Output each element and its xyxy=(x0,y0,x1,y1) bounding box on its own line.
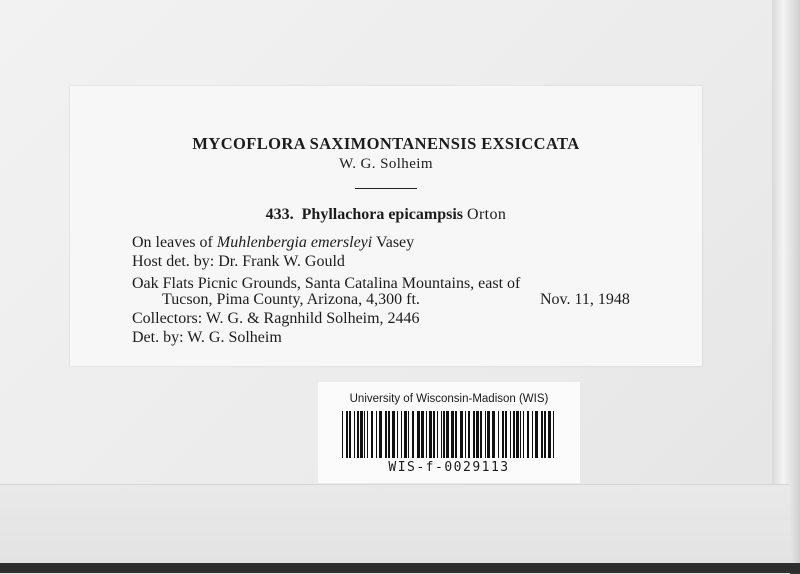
locality-line-2: Tucson, Pima County, Arizona, 4,300 ft. xyxy=(162,291,420,308)
host-prefix: On leaves of xyxy=(132,234,213,251)
species-name: Phyllachora epicampsis xyxy=(301,206,463,223)
host-det-line: Host det. by: Dr. Frank W. Gould xyxy=(132,253,345,270)
barcode-institution: University of Wisconsin-Madison (WIS) xyxy=(349,393,549,405)
species-author: Orton xyxy=(467,206,507,223)
det-by-line: Det. by: W. G. Solheim xyxy=(132,329,282,346)
title-divider xyxy=(355,188,417,189)
barcode-image xyxy=(342,411,556,458)
species-line xyxy=(70,206,702,224)
host-author: Vasey xyxy=(375,234,415,251)
folder-strip xyxy=(0,484,790,574)
collectors-line: Collectors: W. G. & Ragnhild Solheim, 2446 xyxy=(132,310,420,327)
locality-line-1: Oak Flats Picnic Grounds, Santa Catalina Mountains, east of xyxy=(132,275,521,292)
host-line xyxy=(132,234,414,252)
host-name: Muhlenbergia emersleyi xyxy=(216,234,373,251)
barcode-label xyxy=(318,382,580,483)
label-editor: W. G. Solheim xyxy=(339,156,433,172)
exsiccata-number: 433. xyxy=(265,206,294,223)
label-title: MYCOFLORA SAXIMONTANENSIS EXSICCATA xyxy=(192,134,580,153)
specimen-label xyxy=(70,86,702,366)
barcode-number: WIS-f-0029113 xyxy=(388,460,510,475)
background-shadow xyxy=(0,563,800,573)
collection-date: Nov. 11, 1948 xyxy=(540,291,630,308)
